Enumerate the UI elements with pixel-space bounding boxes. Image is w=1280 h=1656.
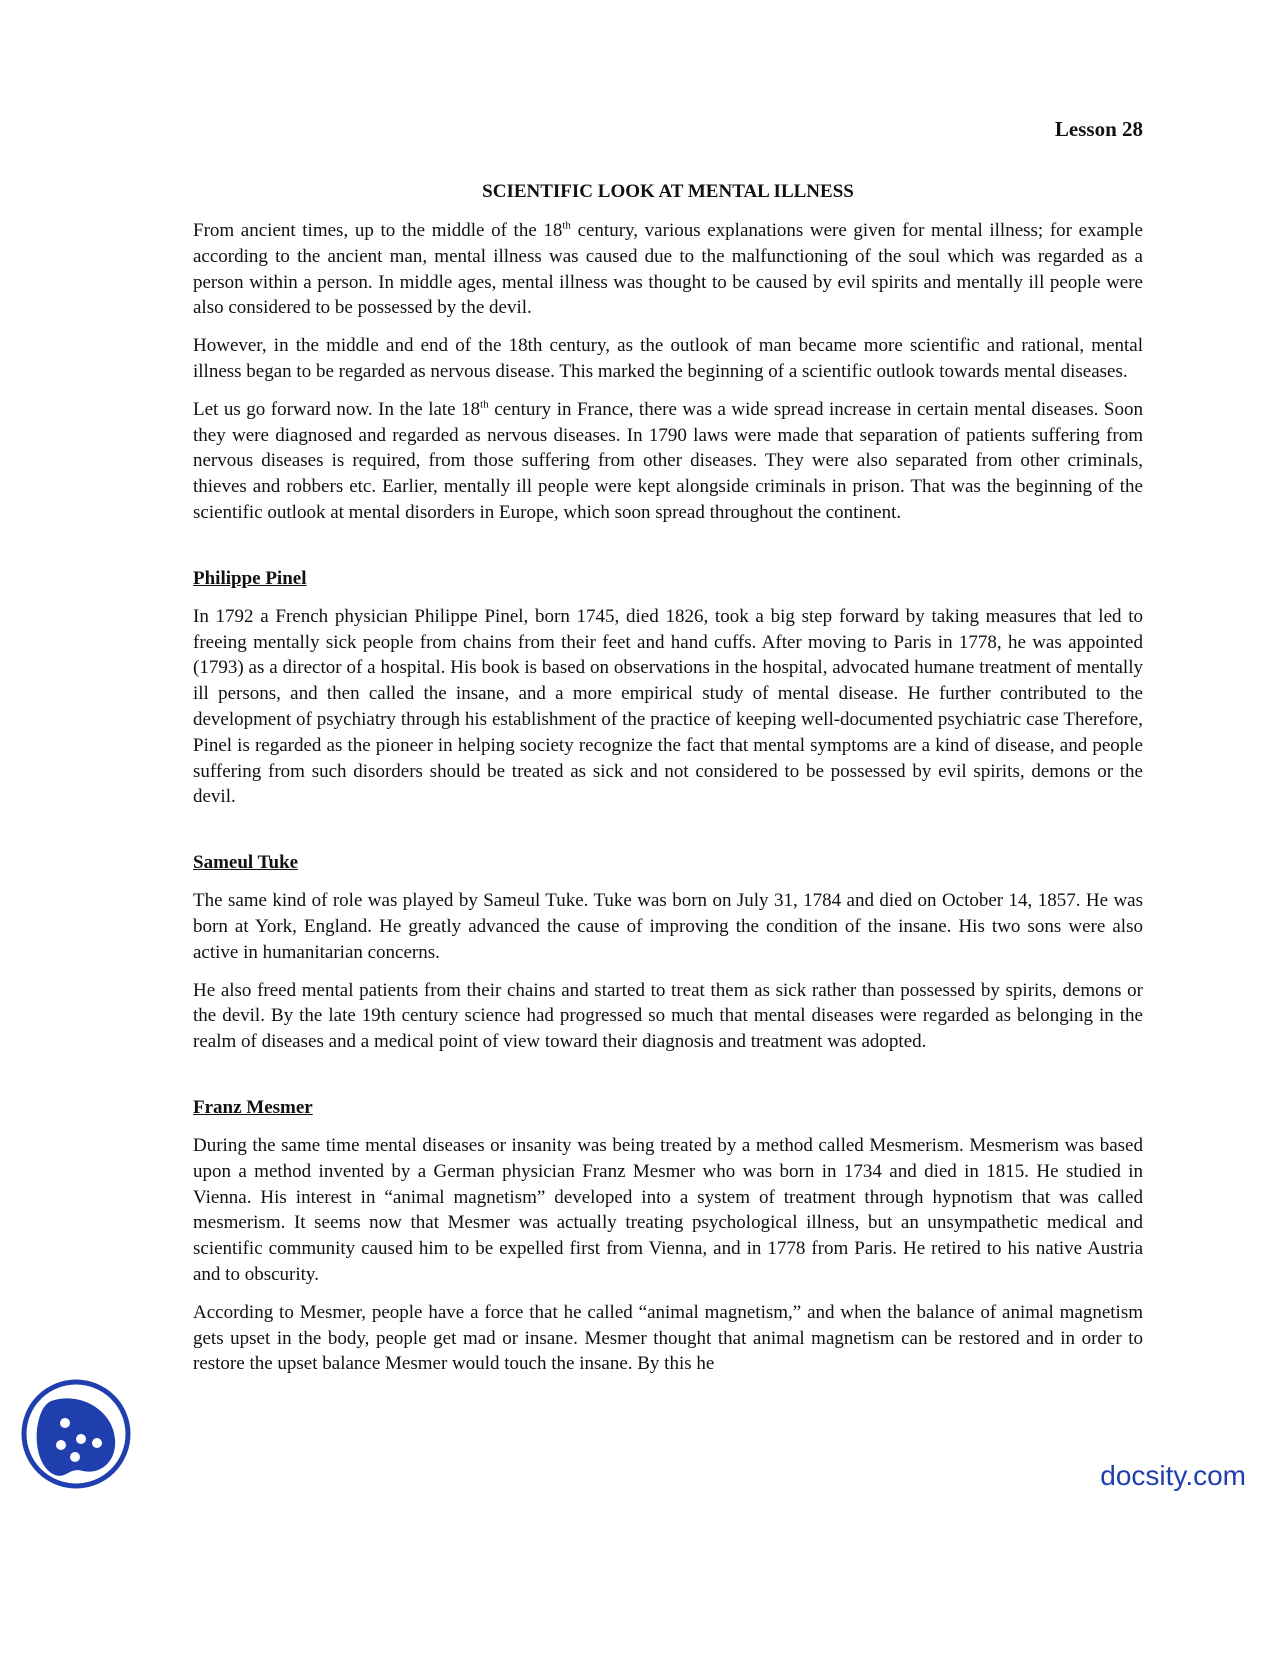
section-heading-mesmer: Franz Mesmer — [193, 1096, 313, 1118]
section-heading-tuke: Sameul Tuke — [193, 852, 299, 874]
intro-paragraph-1: From ancient times, up to the middle of the 18th century, various explanations were given for mental illness; for example according to the ancient man, mental illness was caused due to the malfunctioning of the soul which was regarded as a person within a person. In middle ages, mental illness was thought to be caused by evil spirits and mentally ill people were also considered to be possessed by the devil. — [193, 219, 1143, 319]
mesmer-paragraph-2: According to Mesmer, people have a force that he called “animal magnetism,” and when the balance of animal magnetism gets upset in the body, people get mad or insane. Mesmer thought that animal magnetism can be restored and in order to restore the upset balance Mesmer would touch the insane. By this he — [193, 1301, 1143, 1375]
mesmer-paragraph-1: During the same time mental diseases or insanity was being treated by a method called Mesmerism. Mesmerism was based upon a method invented by a German physician Franz Mesmer who was born in 1734 and died in 1815. He studied in Vienna. His interest in “animal magnetism” developed into a system of treatment through hypnotism that was called mesmerism. It seems now that Mesmer was actually treating psychological illness, but an unsympathetic medical and scientific community caused him to be expelled first from Vienna, and in 1778 from Paris. He retired to his native Austria and to obscurity. — [193, 1134, 1143, 1285]
pinel-paragraph: In 1792 a French physician Philippe Pinel, born 1745, died 1826, took a big step forward by taking measures that led to freeing mentally sick people from chains from their feet and hand cuffs. After moving to Paris in 1778, he was appointed (1793) as a director of a hospital. His book is based on observations in the hospital, advocated humane treatment of mentally ill persons, and then called the insane, and a more empirical study of mental disease. He further contributed to the development of psychiatry through his establishment of the practice of keeping well-documented psychiatric case Therefore, Pinel is regarded as the pioneer in helping society recognize the fact that mental symptoms are a kind of disease, and people suffering from such disorders should be treated as sick and not considered to be possessed by evil spirits, demons or the devil. — [193, 605, 1143, 808]
section-heading-pinel: Philippe Pinel — [193, 567, 307, 589]
tuke-paragraph-2: He also freed mental patients from their chains and started to treat them as sick rather than possessed by spirits, demons or the devil. By the late 19th century science had progressed so much that mental diseases were regarded as belonging in the realm of diseases and a medical point of view toward their diagnosis and treatment was adopted. — [193, 979, 1143, 1053]
document-body — [193, 218, 1143, 1389]
docsity-watermark[interactable]: docsity.com — [1100, 1460, 1246, 1491]
lesson-number: Lesson 28 — [1054, 117, 1143, 141]
docsity-logo-icon[interactable] — [21, 1379, 131, 1489]
intro-paragraph-2: However, in the middle and end of the 18th century, as the outlook of man became more scientific and rational, mental illness began to be regarded as nervous disease. This marked the beginning of a scientific outlook towards mental diseases. — [193, 335, 1143, 382]
page-title: SCIENTIFIC LOOK AT MENTAL ILLNESS — [482, 181, 854, 202]
tuke-paragraph-1: The same kind of role was played by Sameul Tuke. Tuke was born on July 31, 1784 and died on October 14, 1857. He was born at York, England. He greatly advanced the cause of improving the condition of the insane. His two sons were also active in humanitarian concerns. — [193, 890, 1143, 963]
intro-paragraph-3: Let us go forward now. In the late 18th century in France, there was a wide spread increase in certain mental diseases. Soon they were diagnosed and regarded as nervous diseases. In 1790 laws were made that separation of patients suffering from nervous diseases is required, from those suffering from other diseases. They were also separated from other criminals, thieves and robbers etc. Earlier, mentally ill people were kept alongside criminals in prison. That was the beginning of the scientific outlook at mental disorders in Europe, which soon spread throughout the continent. — [193, 398, 1143, 523]
